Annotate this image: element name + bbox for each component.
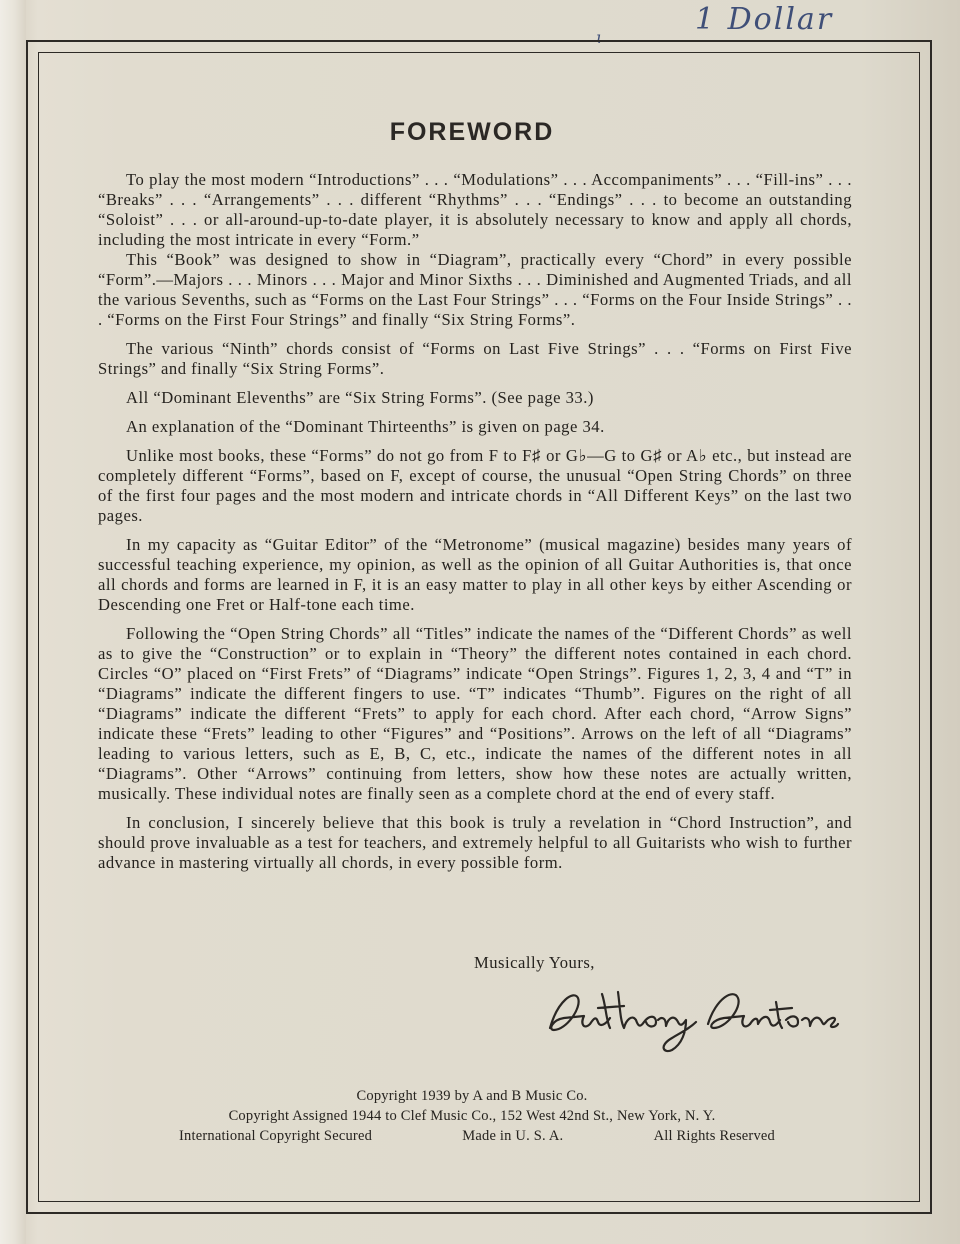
signature-image	[540, 980, 840, 1060]
signature-stroke-thony	[598, 992, 696, 1051]
page-title: FOREWORD	[389, 118, 555, 146]
paragraph-book-purpose: This “Book” was designed to show in “Diagram”, practically every “Chord” in every possible “Form”.—Majors . . . Minors . . . Major and Minor Sixths . . . Diminished and Augmented Triads, and all the various Sevenths, such as “Forms on the Last Four Strings” . . . “Forms on the Four Inside Strings” . . . “Forms on the First Four Strings” and finally “Six String Forms”.	[98, 250, 852, 329]
copyright-international: International Copyright Secured	[179, 1128, 373, 1144]
paragraph-guitar-editor: In my capacity as “Guitar Editor” of the “Metronome” (musical magazine) besides many years of successful teaching experience, my opinion, as well as the opinion of all Guitar Authorities is, that once all chords and forms are learned in F, it is an easy matter to play in all other keys by either Ascending or Descending one Fret or Half-tone each time.	[98, 535, 852, 614]
paragraph-ninth-chords: The various “Ninth” chords consist of “Forms on Last Five Strings” . . . “Forms on First Five Strings” and finally “Six String Forms”.	[98, 339, 852, 378]
signature-stroke-ntone	[750, 1002, 838, 1028]
copyright-line-1: Copyright 1939 by A and B Music Co.	[356, 1088, 588, 1104]
paragraph-forms-based-on-f: Unlike most books, these “Forms” do not go from F to F♯ or G♭—G to G♯ or A♭ etc., but instead are completely different “Forms”, based on F, except of course, the unusual “Open String Chords” on three of the first four pages and the most modern and intricate chords in “All Different Keys” on the last two pages.	[98, 446, 852, 525]
copyright-made-in: Made in U. S. A.	[462, 1128, 564, 1144]
foreword-body	[98, 170, 852, 873]
copyright-line-3	[169, 1126, 775, 1146]
closing-salutation: Musically Yours,	[474, 953, 595, 972]
copyright-block	[0, 1086, 944, 1146]
signature-stroke-a2	[708, 994, 750, 1028]
copyright-rights-reserved: All Rights Reserved	[653, 1128, 775, 1144]
handwritten-price-note	[590, 0, 920, 47]
paragraph-intro: To play the most modern “Introductions” . . . “Modulations” . . . Accompaniments” . . . “Fill-ins” . . . “Breaks” . . . “Arrangements” . . . different “Rhythms” . . . “Endings” . . . to become an outstanding “Soloist” . . . or all-around-up-to-date player, it is absolutely necessary to know and apply all chords, including the most intricate in every “Form.”	[98, 170, 852, 249]
copyright-line-2: Copyright Assigned 1944 to Clef Music Co., 152 West 42nd St., New York, N. Y.	[228, 1108, 716, 1124]
handwritten-note-text: 1 Dollar	[695, 2, 834, 37]
paragraph-thirteenths: An explanation of the “Dominant Thirteenths” is given on page 34.	[126, 417, 605, 436]
paragraph-diagram-explanation: Following the “Open String Chords” all “Titles” indicate the names of the “Different Chords” as well as to give the “Construction” or to explain in “Theory” the different notes contained in each chord. Circles “O” placed on “First Frets” of “Diagrams” indicate “Open Strings”. Figures 1, 2, 3, 4 and “T” in “Diagrams” indicate the different fingers to use. “T” indicates “Thumb”. Figures on the right of all “Diagrams” indicate the different “Frets” to apply for each chord. After each chord, “Arrow Signs” indicate these “Frets” leading to other “Figures” and “Positions”. Arrows on the left of all “Diagrams” leading to various letters, such as E, B, C, etc., indicate the names of the different notes in all “Diagrams”. Other “Arrows” continuing from letters, show how these notes are actually written, musically. These individual notes are finally seen as a complete chord at the end of every staff.	[98, 624, 852, 803]
pen-mark: ɩ	[596, 28, 605, 47]
page-spine-edge	[0, 0, 26, 1244]
signature-stroke-a1	[550, 995, 610, 1030]
paragraph-conclusion: In conclusion, I sincerely believe that this book is truly a revelation in “Chord Instruction”, and should prove invaluable as a test for teachers, and extremely helpful to all Guitarists who wish to further advance in mastering virtually all chords, in every possible form.	[98, 813, 852, 872]
paragraph-elevenths: All “Dominant Elevenths” are “Six String Forms”. (See page 33.)	[126, 388, 594, 407]
